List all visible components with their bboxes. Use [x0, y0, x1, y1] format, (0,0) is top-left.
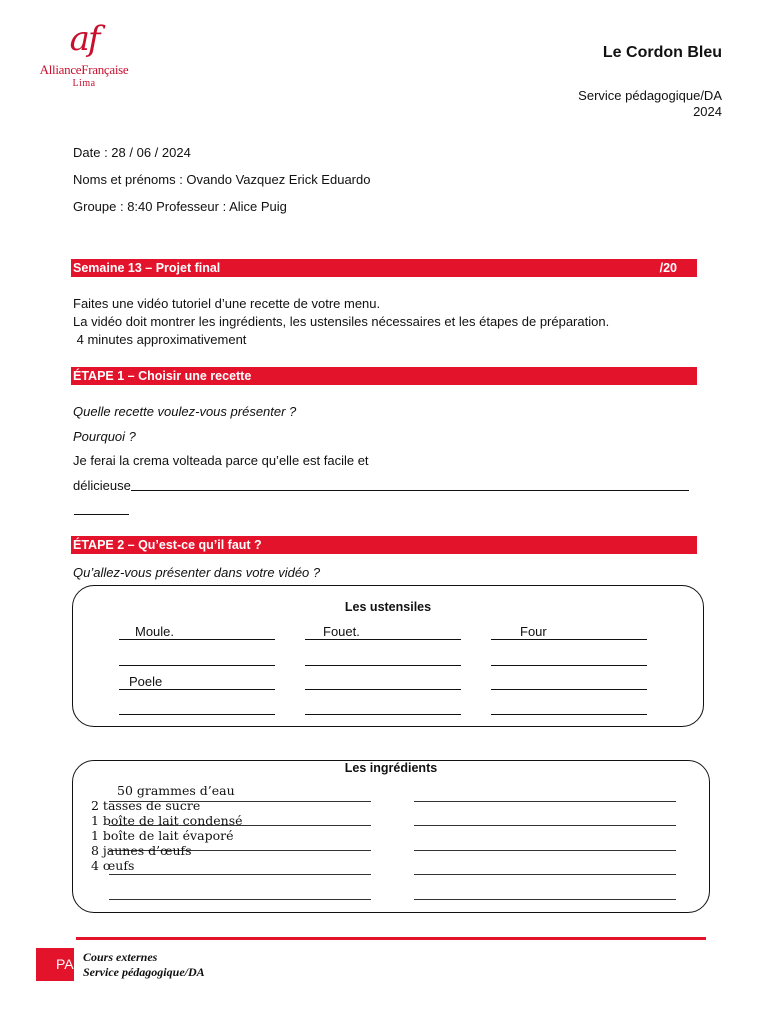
header-service: Service pédagogique/DA: [578, 88, 722, 103]
ingredient-line: [414, 850, 676, 851]
score-label: /20: [659, 261, 677, 275]
footer-line-2: Service pédagogique/DA: [83, 965, 205, 979]
school-title: Le Cordon Bleu: [602, 44, 722, 61]
utensil-field: Four: [491, 624, 647, 640]
question-recipe: Quelle recette voulez-vous présenter ?: [73, 404, 297, 419]
ingredient-item: 1 boîte de lait condensé: [91, 813, 243, 828]
utensil-field: [119, 699, 275, 715]
ingredient-item: 8 jaunes d’œufs: [91, 843, 192, 858]
answer-underline-continued: [74, 514, 129, 515]
ingredient-item: 4 œufs: [91, 858, 135, 873]
step1-title: ÉTAPE 1 – Choisir une recette: [73, 369, 252, 383]
section-title: Semaine 13 – Projet final: [73, 261, 221, 275]
intro-line-3: 4 minutes approximativement: [73, 332, 247, 347]
ingredient-line: [414, 801, 676, 802]
footer-page-tab: [36, 948, 74, 981]
step2-header: [71, 536, 697, 554]
alliance-francaise-logo: [30, 18, 138, 108]
footer-line-1: Cours externes: [83, 950, 158, 964]
utensil-field: [305, 674, 461, 690]
ingredient-item: 2 tasses de sucre: [91, 798, 201, 813]
utensil-field: [305, 699, 461, 715]
logo-city: Lima: [72, 78, 96, 89]
header-year: 2024: [693, 104, 722, 119]
utensils-box: [72, 585, 704, 727]
answer-line-2: [73, 478, 689, 493]
logo-name: AllianceFrançaise: [39, 62, 129, 77]
section-final-project: [71, 259, 697, 277]
ingredient-line: [414, 874, 676, 875]
utensil-field: Poele: [119, 674, 275, 690]
date-line: Date : 28 / 06 / 2024: [73, 145, 191, 160]
ingredients-title: Les ingrédients: [344, 761, 438, 775]
utensils-title: Les ustensiles: [344, 600, 432, 614]
utensil-field: [119, 650, 275, 666]
utensil-field: Fouet.: [305, 624, 461, 640]
step2-title: ÉTAPE 2 – Qu’est-ce qu’il faut ?: [73, 538, 262, 552]
utensil-field: [491, 699, 647, 715]
logo-mark: af: [69, 19, 99, 59]
footer-page-tab-label: PA: [56, 956, 74, 972]
ingredients-box: [72, 760, 710, 913]
step1-header: [71, 367, 697, 385]
names-line: Noms et prénoms : Ovando Vazquez Erick Eduardo: [73, 172, 371, 187]
utensil-field: [491, 674, 647, 690]
ingredient-line: [414, 825, 676, 826]
utensil-field: Moule.: [119, 624, 275, 640]
group-line: Groupe : 8:40 Professeur : Alice Puig: [73, 199, 287, 214]
utensil-field: [491, 650, 647, 666]
answer-line-2-text: délicieuse: [73, 478, 131, 493]
intro-line-1: Faites une vidéo tutoriel d’une recette de votre menu.: [73, 296, 381, 311]
answer-line-1: Je ferai la crema volteada parce qu’elle est facile et: [73, 453, 369, 468]
ingredient-item: 1 boîte de lait évaporé: [91, 828, 234, 843]
ingredient-line: [414, 899, 676, 900]
question-video: Qu’allez-vous présenter dans votre vidéo ?: [73, 565, 321, 580]
utensil-field: [305, 650, 461, 666]
question-why: Pourquoi ?: [73, 429, 136, 444]
footer-rule: [76, 937, 706, 940]
intro-line-2: La vidéo doit montrer les ingrédients, les ustensiles nécessaires et les étapes de préparation.: [73, 314, 610, 329]
ingredient-item: 50 grammes d’eau: [117, 783, 235, 798]
answer-underline: [131, 479, 689, 491]
ingredient-line: [109, 899, 371, 900]
ingredient-line: [109, 874, 371, 875]
